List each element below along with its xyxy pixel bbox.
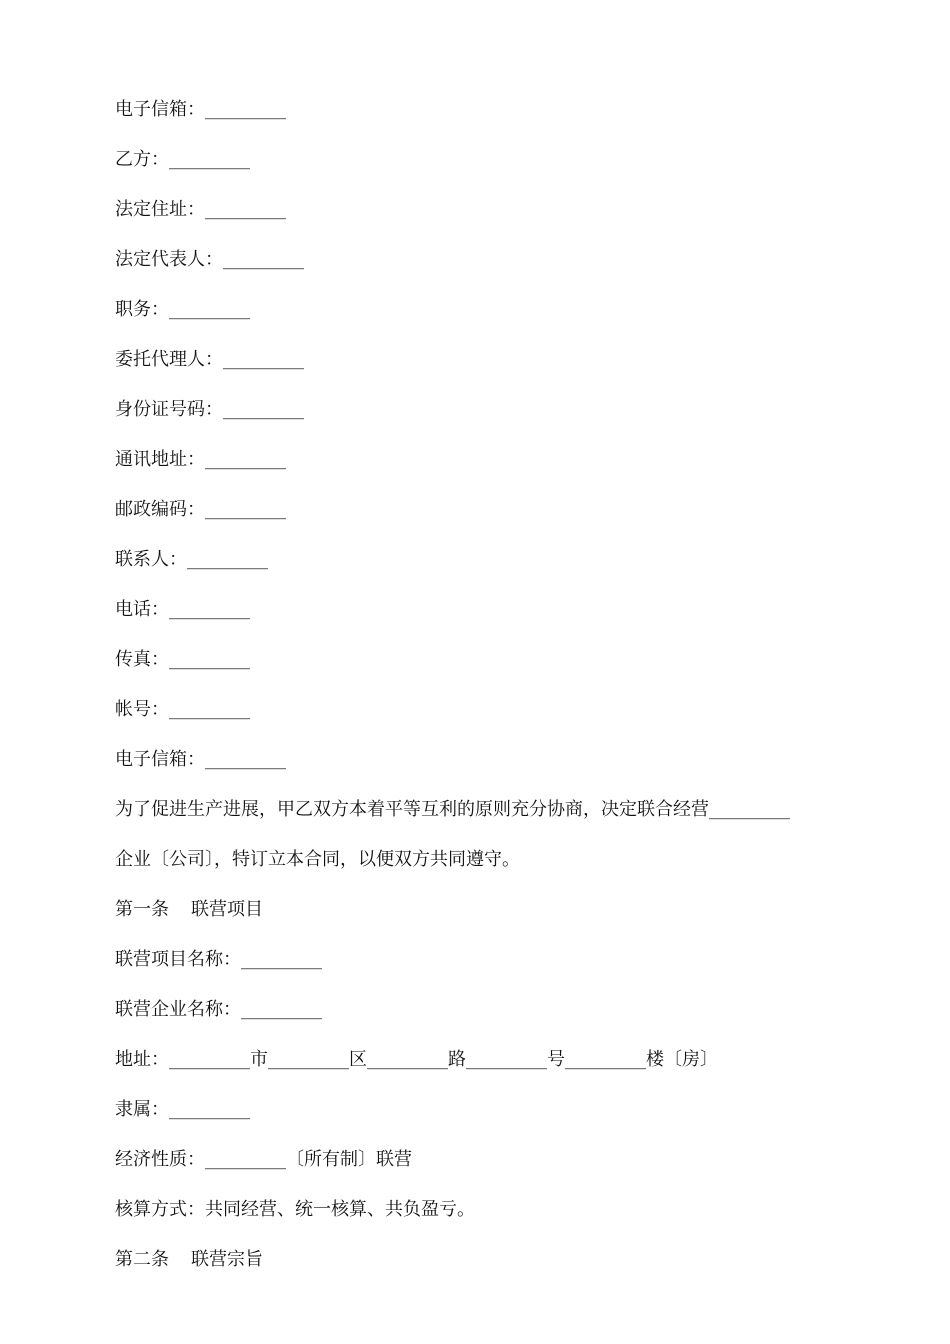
article-1-heading — [115, 898, 845, 922]
party-b-legal-representative: 法定代表人：_________ — [115, 249, 304, 270]
preamble-line-1: 为了促进生产进展，甲乙双方本着平等互利的原则充分协商，决定联合经营_________ — [115, 799, 790, 820]
party-b-postal-code: 邮政编码：_________ — [115, 499, 286, 520]
party-b: 乙方：_________ — [115, 149, 250, 170]
preamble-line-2: 企业〔公司〕，特订立本合同，以便双方共同遵守。 — [115, 849, 520, 870]
joint-project-name: 联营项目名称：_________ — [115, 949, 322, 970]
party-b-email: 电子信箱：_________ — [115, 749, 286, 770]
party-b-agent: 委托代理人：_________ — [115, 349, 304, 370]
party-b-mailing-address: 通讯地址：_________ — [115, 449, 286, 470]
article-2-title: 联营宗旨 — [191, 1249, 263, 1270]
joint-enterprise-accounting-method: 核算方式：共同经营、统一核算、共负盈亏。 — [115, 1199, 475, 1220]
article-1-title: 联营项目 — [191, 899, 263, 920]
joint-enterprise-affiliation: 隶属：_________ — [115, 1099, 250, 1120]
party-b-legal-address: 法定住址：_________ — [115, 199, 286, 220]
article-2-number: 第二条 — [115, 1249, 169, 1270]
joint-enterprise-name: 联营企业名称：_________ — [115, 999, 322, 1020]
party-b-id-number: 身份证号码：_________ — [115, 399, 304, 420]
joint-enterprise-address: 地址：_________市_________区_________路_________号_________楼〔房〕 — [115, 1049, 718, 1070]
party-b-account: 帐号：_________ — [115, 699, 250, 720]
party-b-fax: 传真：_________ — [115, 649, 250, 670]
joint-enterprise-economic-nature: 经济性质：_________〔所有制〕联营 — [115, 1149, 412, 1170]
article-1-number: 第一条 — [115, 899, 169, 920]
party-b-position: 职务：_________ — [115, 299, 250, 320]
party-a-email: 电子信箱：_________ — [115, 99, 286, 120]
article-2-heading — [115, 1248, 845, 1272]
party-b-contact: 联系人：_________ — [115, 549, 268, 570]
party-b-phone: 电话：_________ — [115, 599, 250, 620]
contract-page — [115, 98, 845, 1298]
